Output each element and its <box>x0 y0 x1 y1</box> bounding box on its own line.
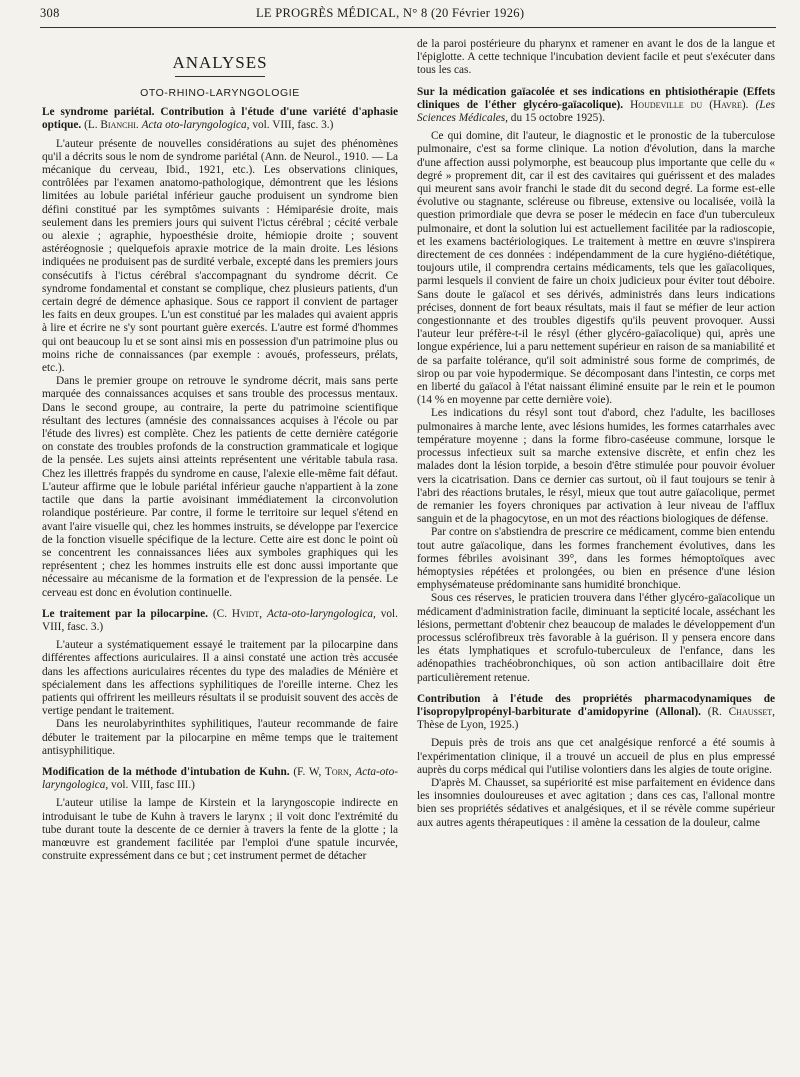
article-author: (F. W, Torn, <box>293 765 352 778</box>
article-author: Houdeville du (Havre). <box>630 98 749 111</box>
article <box>417 86 775 685</box>
article-heading <box>42 766 398 792</box>
article-source: (Les Sciences Médicales, <box>417 98 775 125</box>
running-head <box>40 6 776 28</box>
spacer <box>42 758 398 766</box>
article-title: Le syndrome pariétal. Contribution à l'étude d'une variété d'aphasie optique. <box>42 106 398 132</box>
paragraph: Ce qui domine, dit l'auteur, le diagnostic et le pronostic de la tuberculose pulmonaire, c'est sa forme clinique. La notion d'évolution, dans la marche d'une affection aussi polymorphe, est beaucoup plus importante que celle du « degré » proprement dit, car il est des cavitaires qui guérissent et des malades qui meurent sans avoir franchi le stade dit du second degré. La forme est-elle évolutive ou stagnante, scléreuse ou fibreuse, extensive ou localisée, voilà la question primordiale que devra se poser le médecin en face d'un tuberculeux pulmonaire, et dont la solution lui est actuellement facilitée par la radioscopie, et les examens bactériologiques. Le traitement à mettre en œuvre s'inspirera directement de ces données : indépendamment de la cure hygiéno-diététique, toujours utile, il comprendra certains médicaments, tels que les gaïacoliques, parmi lesquels il convient de faire un choix judicieux pour éviter tout déboire. Sans doute le gaïacol et ses dérivés, administrés dans leurs indications précises, donnent de fort beaux résultats, mais il faut se méfier de leur action congestionnante et des troubles digestifs qu'ils peuvent provoquer. Aussi l'auteur leur préfère-t-il le résyl (éther glycéro-gaïacolique) qui, après une longue expérience, lui a paru nettement supérieur en raison de sa maniabilité et de sa parfaite tolérance, qu'il soit administré sous forme de comprimés, de sirop ou par voie hypodermique. Se décomposant dans l'intestin, ce corps met en liberté du gaïacol à l'état naissant éliminé ensuite par le rein et le poumon (14 % en moyenne par cette dernière voie). <box>417 130 775 407</box>
paragraph: Dans les neurolabyrinthites syphilitiques, l'auteur recommande de faire débuter le traitement par la pilocarpine en même temps que le traitement antisyphilitique. <box>42 718 398 757</box>
subsection-title: OTO-RHINO-LARYNGOLOGIE <box>140 87 300 99</box>
article-ref: du 15 octobre 1925). <box>510 112 605 125</box>
article-heading <box>42 608 398 634</box>
article-title: Le traitement par la pilocarpine. <box>42 607 208 620</box>
paragraph: L'auteur utilise la lampe de Kirstein et la laryngoscopie indirecte en introduisant le tube de Kuhn à travers le larynx ; il voit donc l'extrémité du tube durant toute la descente de ce dernier à travers la fente de la glotte ; la manœuvre est grandement facilitée par l'emploi d'une spatule incurvée, construite expressément dans ce but ; cet instrument permet de détacher <box>42 797 398 863</box>
paragraph: Les indications du résyl sont tout d'abord, chez l'adulte, les bacilloses pulmonaires à marche lente, avec lésions humides, les formes catarrhales avec température moyenne ; dans la forme fibro-caséeuse commune, lorsque le processus infectieux suit sa marche extensive discrète, et enfin chez les malades dont la lésion torpide, a besoin d'être stimulée pour pouvoir évoluer vers la cicatrisation. Dans ce dernier cas surtout, où il faut toujours se tenir à l'abri des réactions brutales, le résyl, mieux que tout autre gaïacolique, permet de remanier les foyers chroniques par activation à leur niveau de l'afflux sanguin et de la phagocytose, en un mot des réactions biologiques de défense. <box>417 407 775 526</box>
page-number: 308 <box>40 6 60 20</box>
paragraph: L'auteur a systématiquement essayé le traitement par la pilocarpine dans différentes affections auriculaires. Il a ainsi constaté une action très accusée dans les affections auriculaires récentes du type des maladies de Ménière et spécialement dans les affections syphilitiques de l'oreille interne. Chez les patients qui offrirent les meilleurs résultats il se produisit souvent des accès de vertige pendant le traitement. <box>42 639 398 718</box>
spacer <box>417 78 775 86</box>
paragraph: D'après M. Chausset, sa supériorité est mise parfaitement en évidence dans les insomnies douloureuses et avec agitation ; dans ces cas, l'allonal montre bien ses propriétés sédatives et analgésiques, et il se révèle comme supérieur aux autres agents thérapeutiques : il amène la cessation de la douleur, calme <box>417 776 775 829</box>
article-ref: Thèse de Lyon, 1925.) <box>417 719 519 732</box>
article-ref: vol. VIII, fasc III.) <box>111 779 195 792</box>
spacer <box>417 685 775 693</box>
section-title-rule <box>175 76 265 77</box>
article-title: Sur la médication gaïacolée et ses indications en phtisiothérapie (Effets cliniques de l'éther glycéro-gaïacolique). <box>417 85 775 111</box>
article-title: Modification de la méthode d'intubation de Kuhn. <box>42 765 290 778</box>
section-title: ANALYSES <box>172 53 268 72</box>
paragraph: Dans le premier groupe on retrouve le syndrome décrit, mais sans perte marquée des connaissances acquises et sans trouble des processus mentaux. Dans le second groupe, au contraire, la perte du patrimoine scientifique résultant des lectures (amnésie des connaissances acquises à l'école ou par l'étude des livres) est complète. Chez les patients de cette dernière catégorie on constate des troubles profonds de la construction grammaticale et logique de la pensée. Les sujets ainsi atteints représentent une véritable tabula rasa. Chez les illettrés frappés du syndrome en cause, l'alexie elle-même fait défaut. L'auteur affirme que le lobule pariétal inférieur gauche n'appartient à la zone tactile que dans la partie avoisinant immédiatement la circonvolution rolandique postérieure. Par contre, il forme le territoire sur lequel s'étend en avant l'aire visuelle qui, chez les hommes instruits, se développe par l'exercice de la fonction visuelle spécifique de la lecture. Cette aire est donc le point où se concentrent les connaissances liées aux symboles graphiques qui les représentent ; chez les hommes instruits elle est donc aussi importante que nécessaire au mécanisme de la formation et de l'expression de la pensée. Le cerveau est donc en évolution continuelle. <box>42 375 398 599</box>
article-title: Contribution à l'étude des propriétés pharmacodynamiques de l'isopropylpropényl-barbiturate d'amidopyrine (Allonal). <box>417 692 775 718</box>
paragraph: Par contre on s'abstiendra de prescrire ce médicament, comme bien entendu tout autre gaïacolique, dans les formes franchement évolutives, dans les formes fébriles avoisinant 39°, dans les formes hémoptoïques avec hémoptysies répétées et prolongées, ou bien en présence d'une lésion emphysémateuse prédominante sans humidité bronchique. <box>417 526 775 592</box>
article-source: Acta-oto-laryngologica, <box>266 607 376 620</box>
article-author: (L. Bianchi. <box>84 119 139 132</box>
paragraph: Sous ces réserves, le praticien trouvera dans l'éther glycéro-gaïacolique un médicament d'administration facile, diminuant la septicité locale, asséchant les lésions, permettant d'obtenir chez beaucoup de malades le développement d'un processus sclérofibreux très favorable à la guérison. Il y pensera encore dans les états lymphatiques et scrofulo-tuberculeux de l'enfance, dans les adénopathies trachéobronchiques, où son action antibacillaire doit être particulièrement retenue. <box>417 592 775 684</box>
article <box>417 693 775 830</box>
paragraph: L'auteur présente de nouvelles considérations au sujet des phénomènes qu'il a décrits sous le nom de syndrome pariétal (Ann. de Neurol., 1910. — La mécanique du cerveau, Ibid., 1921, etc.). Les observations cliniques, contrôlées par l'examen anatomo-pathologique, démontrent que les lésions limitées au lobule pariétal inférieur gauche produisent un syndrome bien défini constitué par les symptômes suivants : Hémiparésie droite, mais seulement dans les premiers jours qui suivent l'ictus cérébral ; cécité verbale ou alexie ; agraphie, hypoesthésie droite, hémiopie droite ; souvent astéréognosie ; quelquefois apraxie motrice de la main droite. Les lésions indiquées ne produisent pas de surdité verbale, excepté dans les premiers jours consécutifs à l'ictus cérébral s'accompagnant du syndrome décrit. Ce syndrome fondamental et constant se complique, chez plusieurs patients, d'un certain degré de démence aphasique. Sous ce rapport il convient de partager les faits en deux groupes. L'un est constitué par les malades qui avaient appris à lire et écrire ne s'y sont pourtant guère exercés. L'autre est formé d'hommes qui ont beaucoup lu et se sont ainsi mis en possession d'un patrimoine plus ou moins riche de connaissances (par exemple : avoués, professeurs, prélats, etc.). <box>42 137 398 375</box>
article-ref: vol. VIII, fasc. 3.) <box>42 607 398 633</box>
article-heading <box>417 693 775 733</box>
article-source: Acta oto-laryngologica, <box>141 119 250 132</box>
spacer <box>42 600 398 608</box>
article-author: (R. Chausset, <box>707 705 776 718</box>
article-heading <box>42 106 398 132</box>
article-heading <box>417 86 775 126</box>
article <box>42 608 398 758</box>
left-column <box>42 32 398 863</box>
article <box>42 766 398 863</box>
article-source: Acta-oto-laryngologica, <box>42 765 398 792</box>
paragraph: Depuis près de trois ans que cet analgésique renforcé a été soumis à l'expérimentation clinique, il a trouvé un accueil de plus en plus empressé auprès du corps médical qui l'utilise volontiers dans les algies de toute origine. <box>417 737 775 776</box>
right-column <box>417 38 775 830</box>
article-ref: vol. VIII, fasc. 3.) <box>252 119 334 132</box>
journal-title-line: LE PROGRÈS MÉDICAL, N° 8 (20 Février 1926) <box>256 6 525 20</box>
continued-paragraph: de la paroi postérieure du pharynx et ramener en avant le dos de la langue et l'épiglotte. A cette technique l'incubation devient facile et peut s'exécuter dans tous les cas. <box>417 38 775 77</box>
article <box>42 106 398 600</box>
header-rule <box>40 27 776 28</box>
article-author: (C. Hvidt, <box>212 607 263 620</box>
